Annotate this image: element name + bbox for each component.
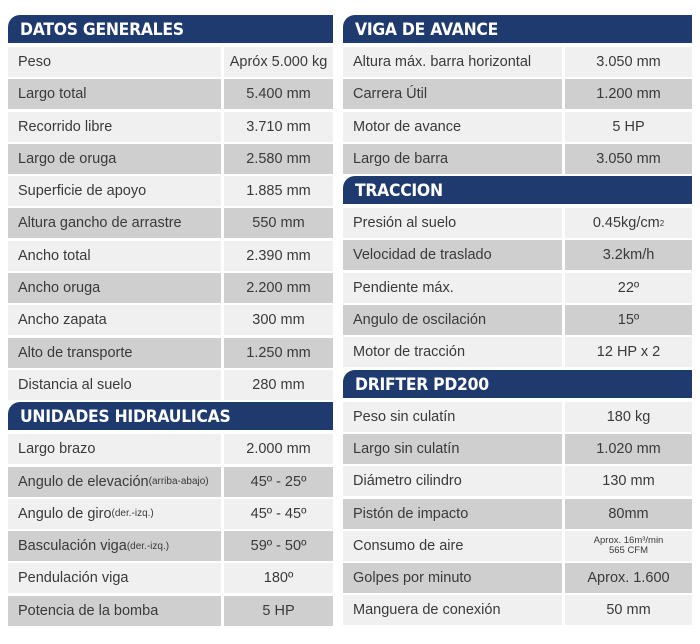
row-label: Motor de avance [343,112,562,142]
row-label: Consumo de aire [343,531,562,561]
table-row [343,434,692,464]
row-value: Apróx 5.000 kg [224,47,333,77]
row-label: Pendiente máx. [343,273,562,303]
row-label: Largo brazo [8,434,221,464]
row-label: Manguera de conexión [343,595,562,625]
row-label: Pendulación viga [8,563,221,593]
row-value: 130 mm [565,466,692,496]
table-row [343,305,692,335]
row-label: Motor de tracción [343,337,562,367]
row-value [565,531,692,561]
row-label-text: Basculación viga [18,538,127,555]
row-value: 5 HP [224,596,333,626]
row-value: 45º - 25º [224,467,333,497]
row-value: 45º - 45º [224,499,333,529]
row-value: 2.000 mm [224,434,333,464]
table-row [8,499,333,529]
row-value-line1: Aprox. 16m³/min [593,534,664,546]
datos-generales-title: DATOS GENERALES [20,20,184,40]
row-label: Peso [8,47,221,77]
row-label: Golpes por minuto [343,563,562,593]
row-label: Velocidad de traslado [343,240,562,270]
row-label: Potencia de la bomba [8,596,221,626]
row-value: 3.710 mm [224,112,333,142]
datos-generales-header [8,15,333,43]
row-value: 300 mm [224,305,333,335]
table-row [343,240,692,270]
viga-de-avance-header [343,15,692,43]
row-value: 1.885 mm [224,176,333,206]
row-value: 5 HP [565,112,692,142]
table-row [8,241,333,271]
table-row [343,595,692,625]
traccion-header [343,176,692,204]
right-column [343,0,692,628]
row-label: Alto de transporte [8,338,221,368]
row-value: 80mm [565,499,692,529]
table-row [8,273,333,303]
table-row [8,370,333,400]
table-row [343,273,692,303]
table-row [343,466,692,496]
row-value-text: 0.45kg/cm [592,215,660,232]
row-label: Ancho zapata [8,305,221,335]
row-label: Ancho oruga [8,273,221,303]
table-row [8,596,333,626]
row-value: 2.200 mm [224,273,333,303]
row-value: 50 mm [565,595,692,625]
table-row [8,305,333,335]
row-label: Distancia al suelo [8,370,221,400]
row-value: 1.020 mm [565,434,692,464]
row-value: 3.050 mm [565,144,692,174]
row-label: Largo sin culatín [343,434,562,464]
row-label: Superficie de apoyo [8,176,221,206]
drifter-header [343,370,692,398]
table-row [8,434,333,464]
table-row [343,563,692,593]
row-label: Largo de barra [343,144,562,174]
table-row [343,531,692,561]
drifter-title: DRIFTER PD200 [355,374,489,395]
unidades-hidraulicas-header [8,402,333,430]
table-row [343,79,692,109]
row-value [565,208,692,238]
row-label: Altura gancho de arrastre [8,208,221,238]
row-value: 1.250 mm [224,338,333,368]
row-label-text: Angulo de elevación [18,473,149,490]
viga-de-avance-title: VIGA DE AVANCE [355,20,499,40]
row-value: 180º [224,563,333,593]
table-row [8,47,333,77]
row-label [8,499,221,529]
row-label: Largo de oruga [8,144,221,174]
row-value: 15º [565,305,692,335]
row-value: 3.050 mm [565,47,692,77]
row-label-text: Angulo de giro [18,505,112,522]
row-value: 2.580 mm [224,144,333,174]
row-label-note: (der.-izq.) [111,508,154,520]
row-label [8,467,221,497]
row-label: Angulo de oscilación [343,305,562,335]
unidades-hidraulicas-title: UNIDADES HIDRAULICAS [20,407,231,428]
row-value: 180 kg [565,402,692,432]
row-value: 22º [565,273,692,303]
row-label-note: (arriba-abajo) [148,476,209,488]
table-row [343,402,692,432]
table-row [343,499,692,529]
row-value: 2.390 mm [224,241,333,271]
table-row [8,112,333,142]
table-row [8,467,333,497]
row-value: Aprox. 1.600 [565,563,692,593]
row-value: 1.200 mm [565,79,692,109]
row-label-note: (der.-izq.) [126,540,170,552]
table-row [343,337,692,367]
table-row [8,338,333,368]
left-column [8,0,333,628]
row-value: 12 HP x 2 [565,337,692,367]
row-value: 59º - 50º [224,531,333,561]
table-row [343,47,692,77]
row-label: Peso sin culatín [343,402,562,432]
table-row [8,208,333,238]
table-row [8,563,333,593]
table-row [343,112,692,142]
row-label: Carrera Útil [343,79,562,109]
row-label: Ancho total [8,241,221,271]
row-label: Largo total [8,79,221,109]
table-row [8,79,333,109]
row-label: Recorrido libre [8,112,221,142]
row-label [8,531,221,561]
row-label: Pistón de impacto [343,499,562,529]
table-row [8,176,333,206]
row-value-superscript: 2 [659,218,665,228]
row-value: 550 mm [224,208,333,238]
table-row [343,144,692,174]
row-label: Diámetro cilindro [343,466,562,496]
row-value: 280 mm [224,370,333,400]
table-row [8,144,333,174]
table-row [8,531,333,561]
row-value-line2: 565 CFM [608,544,649,556]
table-row [343,208,692,238]
row-value: 5.400 mm [224,79,333,109]
row-label: Presión al suelo [343,208,562,238]
traccion-title: TRACCION [355,181,443,202]
row-label: Altura máx. barra horizontal [343,47,562,77]
row-value: 3.2km/h [565,240,692,270]
